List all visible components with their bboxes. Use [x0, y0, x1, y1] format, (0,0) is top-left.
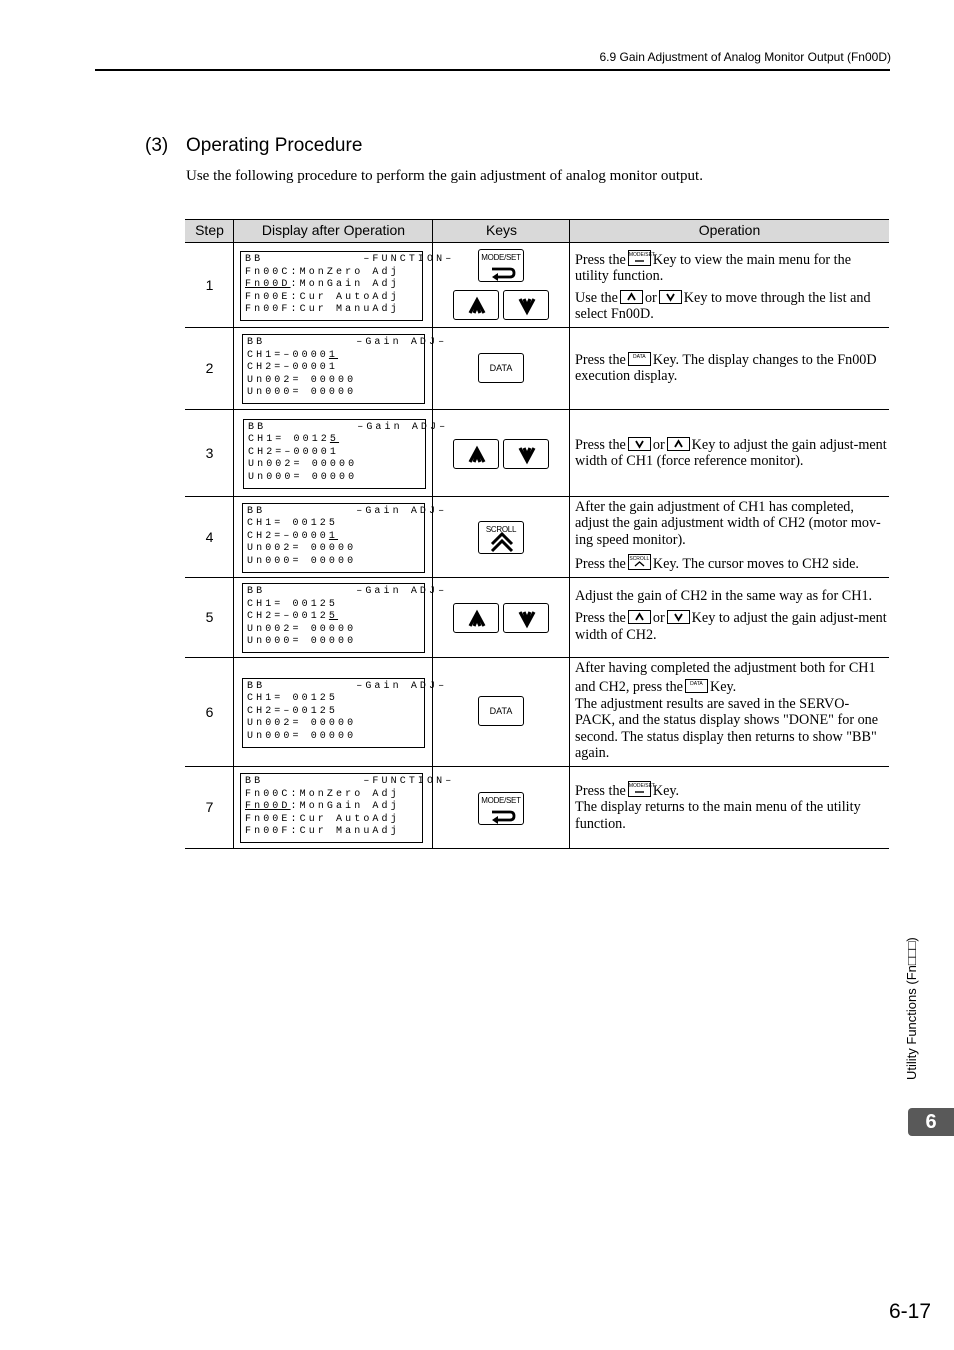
keys-cell [433, 497, 570, 578]
step-number: 3 [205, 444, 214, 461]
lcd-line: Fn00D:MonGain Adj [245, 801, 400, 813]
down-key-icon [659, 290, 682, 304]
operation-text: Press the MODE/SET Key to view the main menu for the utility function. Use the or Key to move through the list and select Fn00D. [575, 252, 871, 323]
mode-set-key-label: MODE/SET [481, 253, 521, 262]
mode-set-key[interactable] [478, 792, 524, 825]
table-row [185, 578, 889, 658]
mode-set-key-icon: MODE/SET [628, 250, 651, 266]
lcd-line: CH1= 00125 [247, 693, 339, 705]
lcd-line: Fn00E:Cur AutoAdj [245, 291, 400, 303]
mode-set-key-label: MODE/SET [481, 795, 521, 805]
down-key-icon [667, 610, 690, 624]
down-key[interactable] [503, 603, 549, 633]
step-number: 7 [205, 799, 214, 815]
keys-cell [433, 767, 570, 849]
lcd-line: Fn00E:Cur AutoAdj [245, 813, 400, 825]
header-display: Display after Operation [261, 222, 406, 238]
lcd-display [242, 678, 448, 748]
lcd-line: BB –Gain ADJ– [248, 421, 449, 433]
header-rule [95, 69, 890, 71]
lcd-line: Un002= 00000 [247, 623, 357, 635]
scroll-key-label: SCROLL [485, 525, 517, 534]
lcd-line: Fn00D:MonGain Adj [245, 279, 400, 291]
keys-cell [433, 244, 570, 328]
table-row [185, 328, 889, 410]
lcd-line: CH1=–00001 [247, 349, 339, 361]
lcd-line: Un002= 00000 [247, 374, 357, 386]
step-number: 6 [205, 703, 214, 720]
operation-text: Press the DATA Key. The display changes to the Fn00D execution display. [575, 352, 877, 385]
keys-cell [433, 328, 570, 410]
table-header [185, 219, 889, 243]
data-key-label: DATA [489, 362, 513, 373]
page-number: 6-17 [888, 1300, 931, 1323]
lcd-line: Un000= 00000 [247, 730, 357, 742]
section-number: (3) [145, 135, 169, 156]
table-row [185, 767, 889, 849]
step-number: 2 [205, 360, 214, 376]
chapter-tab: 6 [908, 1108, 954, 1136]
lcd-line: Fn00C:MonZero Adj [245, 788, 400, 800]
header-operation: Operation [698, 222, 761, 238]
data-key-icon: DATA [628, 352, 651, 366]
step-number: 5 [205, 609, 214, 625]
lcd-line: Un000= 00000 [247, 636, 357, 648]
up-key[interactable] [453, 603, 499, 633]
lcd-line: Un000= 00000 [247, 387, 357, 399]
down-key-icon [628, 437, 651, 451]
step-number: 4 [205, 528, 214, 545]
lcd-line: Un002= 00000 [247, 543, 357, 555]
down-key[interactable] [503, 439, 549, 469]
section-title [145, 135, 362, 157]
lcd-line: Fn00F:Cur ManuAdj [245, 826, 400, 838]
lcd-display [242, 503, 448, 573]
lcd-display [242, 583, 448, 653]
lcd-display [243, 419, 449, 489]
up-key-icon [628, 610, 651, 624]
lcd-line: Fn00F:Cur ManuAdj [245, 304, 400, 316]
lcd-line: CH2=–00125 [247, 611, 339, 623]
lcd-line: BB –FUNCTION– [245, 254, 455, 265]
lcd-line: CH1= 00125 [247, 598, 339, 610]
lcd-line: BB –FUNCTION– [245, 776, 455, 787]
table-row [185, 244, 889, 328]
data-key-icon: DATA [685, 679, 708, 693]
lcd-display [240, 773, 455, 843]
running-head: 6.9 Gain Adjustment of Analog Monitor Output (Fn00D) [599, 50, 891, 64]
lcd-line: BB –Gain ADJ– [247, 680, 448, 692]
side-tab-label: Utility Functions (Fn□□□) [904, 937, 919, 1080]
lcd-line: BB –Gain ADJ– [247, 505, 448, 517]
lcd-line: BB –Gain ADJ– [247, 337, 448, 348]
lcd-line: Un000= 00000 [248, 471, 358, 483]
lcd-line: CH2=–00125 [247, 705, 339, 717]
lcd-line: Un002= 00000 [248, 459, 358, 471]
up-key-icon [667, 437, 690, 451]
table-row [185, 497, 889, 578]
down-key[interactable] [503, 290, 549, 320]
keys-cell [433, 578, 570, 658]
header-step: Step [195, 222, 224, 238]
data-key-label: DATA [489, 706, 513, 716]
lcd-line: CH2=–00001 [247, 362, 339, 374]
lcd-display [242, 334, 448, 404]
step-number: 1 [205, 277, 214, 293]
up-key[interactable] [453, 290, 499, 320]
lcd-line: Fn00C:MonZero Adj [245, 266, 400, 278]
scroll-key[interactable] [478, 521, 524, 554]
operation-text: Press the MODE/SET Key. The display returns to the main menu of the utility function. [575, 783, 861, 832]
operation-text: After the gain adjustment of CH1 has completed, adjust the gain adjustment width of CH2 (motor mov-ing speed monitor). Press the SCROLL Key. The cursor moves to CH2 side. [575, 499, 881, 573]
lcd-line: BB –Gain ADJ– [247, 586, 448, 597]
lcd-line: CH1= 00125 [248, 434, 340, 446]
lcd-line: CH2=–00001 [248, 446, 340, 458]
operation-text: Press the or Key to adjust the gain adjust-ment width of CH1 (force reference monitor). [575, 437, 887, 470]
up-key-icon [620, 290, 643, 304]
lcd-display [240, 251, 455, 321]
lcd-line: Un002= 00000 [247, 718, 357, 730]
data-key[interactable] [478, 696, 524, 726]
lcd-line: Un000= 00000 [247, 555, 357, 567]
up-key[interactable] [453, 439, 499, 469]
table-row [185, 658, 889, 767]
operation-text: Adjust the gain of CH2 in the same way as for CH1. Press the or Key to adjust the gain adjust-ment width of CH2. [575, 588, 887, 643]
mode-set-key[interactable] [478, 249, 524, 282]
operation-text: After having completed the adjustment both for CH1 and CH2, press the DATA Key. The adjustment results are saved in the SERVO-PACK, and the status display shows "DONE" for one second. The status display then returns to show "BB" again. [575, 660, 879, 762]
scroll-key-icon: SCROLL [628, 554, 651, 570]
mode-set-key-icon: MODE/SET [628, 781, 651, 797]
intro-paragraph: Use the following procedure to perform the gain adjustment of analog monitor output. [186, 168, 703, 184]
keys-cell [433, 658, 570, 767]
section-heading: Operating Procedure [186, 135, 363, 156]
data-key[interactable] [478, 353, 524, 383]
keys-cell [433, 410, 570, 497]
table-row [185, 410, 889, 497]
lcd-line: CH1= 00125 [247, 518, 339, 530]
lcd-line: CH2=–00001 [247, 530, 339, 542]
header-keys: Keys [485, 222, 518, 238]
